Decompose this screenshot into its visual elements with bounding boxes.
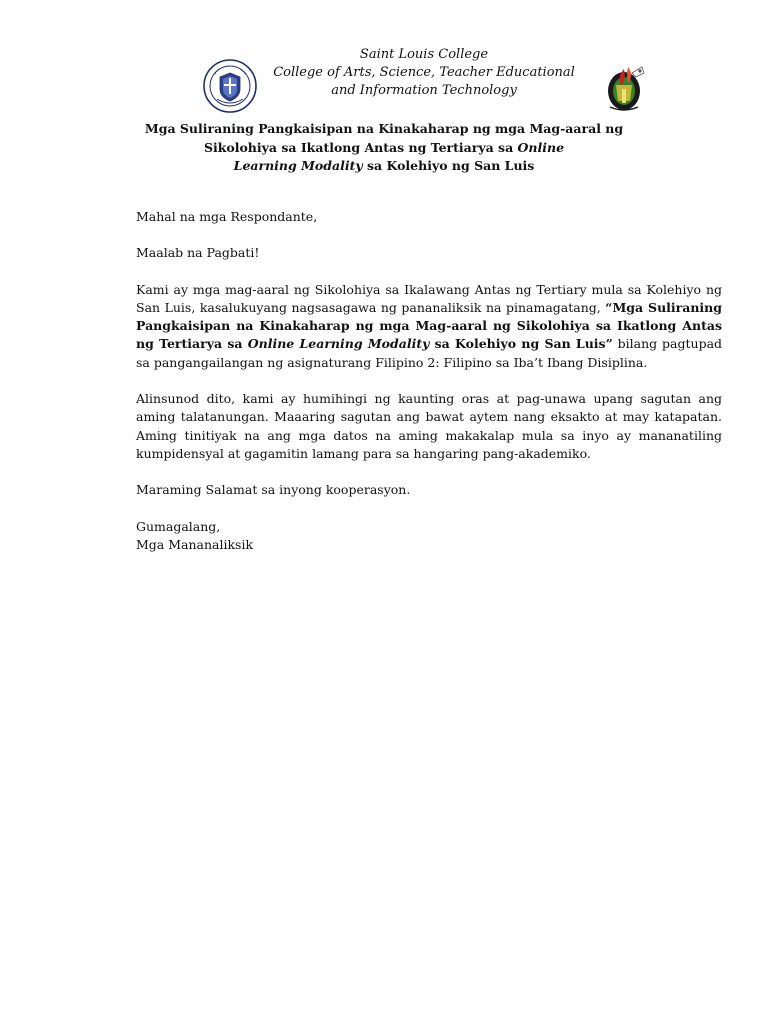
closing: Gumagalang, (136, 518, 221, 534)
study-title-emphasis: Online Learning Modality (247, 336, 430, 352)
research-title-line-3-text: sa Kolehiyo ng San Luis (362, 158, 535, 173)
paragraph-request: Alinsunod dito, kami ay humihingi ng kaunting oras at pag-unawa upang sagutan ang aming talatanungan. Maaaring sagutan ang bawat aytem nang eksakto at may katapatan. Aming tinitiyak na ang mga datos na aming makakalap mula sa inyo ay mananatiling kumpidensyal at gagamitin lamang para sa hangaring pang-akademiko. (136, 391, 722, 461)
salutation: Mahal na mga Respondante, (136, 209, 318, 224)
research-title-line-2 (120, 139, 648, 158)
paragraph-introduction-tail: bilang pagtupad sa pangangailangan ng asignaturang Filipino 2: Filipino sa Iba’t Ibang Disiplina. (136, 336, 723, 370)
thanks-line: Maraming Salamat sa inyong kooperasyon. (136, 482, 411, 498)
research-title-online-emphasis: Online (517, 139, 565, 155)
research-title-line-2-text: Sikolohiya sa Ikatlong Antas ng Tertiarya sa (203, 139, 518, 155)
paragraph-introduction-lead: Kami ay mga mag-aaral ng Sikolohiya sa Ikalawang Antas ng Tertiary mula sa Kolehiyo ng San Luis, kasalukuyang nagsasagawa ng pananaliksik na pinamagatang, (136, 281, 722, 315)
research-title-line-1: Mga Suliraning Pangkaisipan na Kinakaharap ng mga Mag-aaral ng (144, 121, 624, 136)
college-name-line-1: College of Arts, Science, Teacher Educational (273, 65, 575, 80)
signatory: Mga Mananaliksik (136, 536, 254, 552)
study-title-part-2: sa Kolehiyo ng San Luis” (429, 336, 613, 352)
letterhead (0, 46, 768, 112)
research-title-line-3 (120, 157, 648, 176)
research-title (120, 120, 648, 176)
study-title-part-1: “Mga Suliraning Pangkaisipan na Kinakaharap ng mga Mag-aaral ng Sikolohiya sa Ikatlong Antas ng Tertiarya sa (136, 299, 723, 352)
college-name-line-2: and Information Technology (331, 83, 517, 98)
greeting: Maalab na Pagbati! (136, 245, 260, 261)
paragraph-introduction (136, 281, 722, 372)
letterhead-text (240, 46, 608, 100)
letter-body (136, 208, 722, 572)
research-title-learning-modality-emphasis: Learning Modality (233, 158, 363, 173)
school-name: Saint Louis College (359, 47, 489, 62)
college-department-logo-icon (602, 61, 650, 113)
